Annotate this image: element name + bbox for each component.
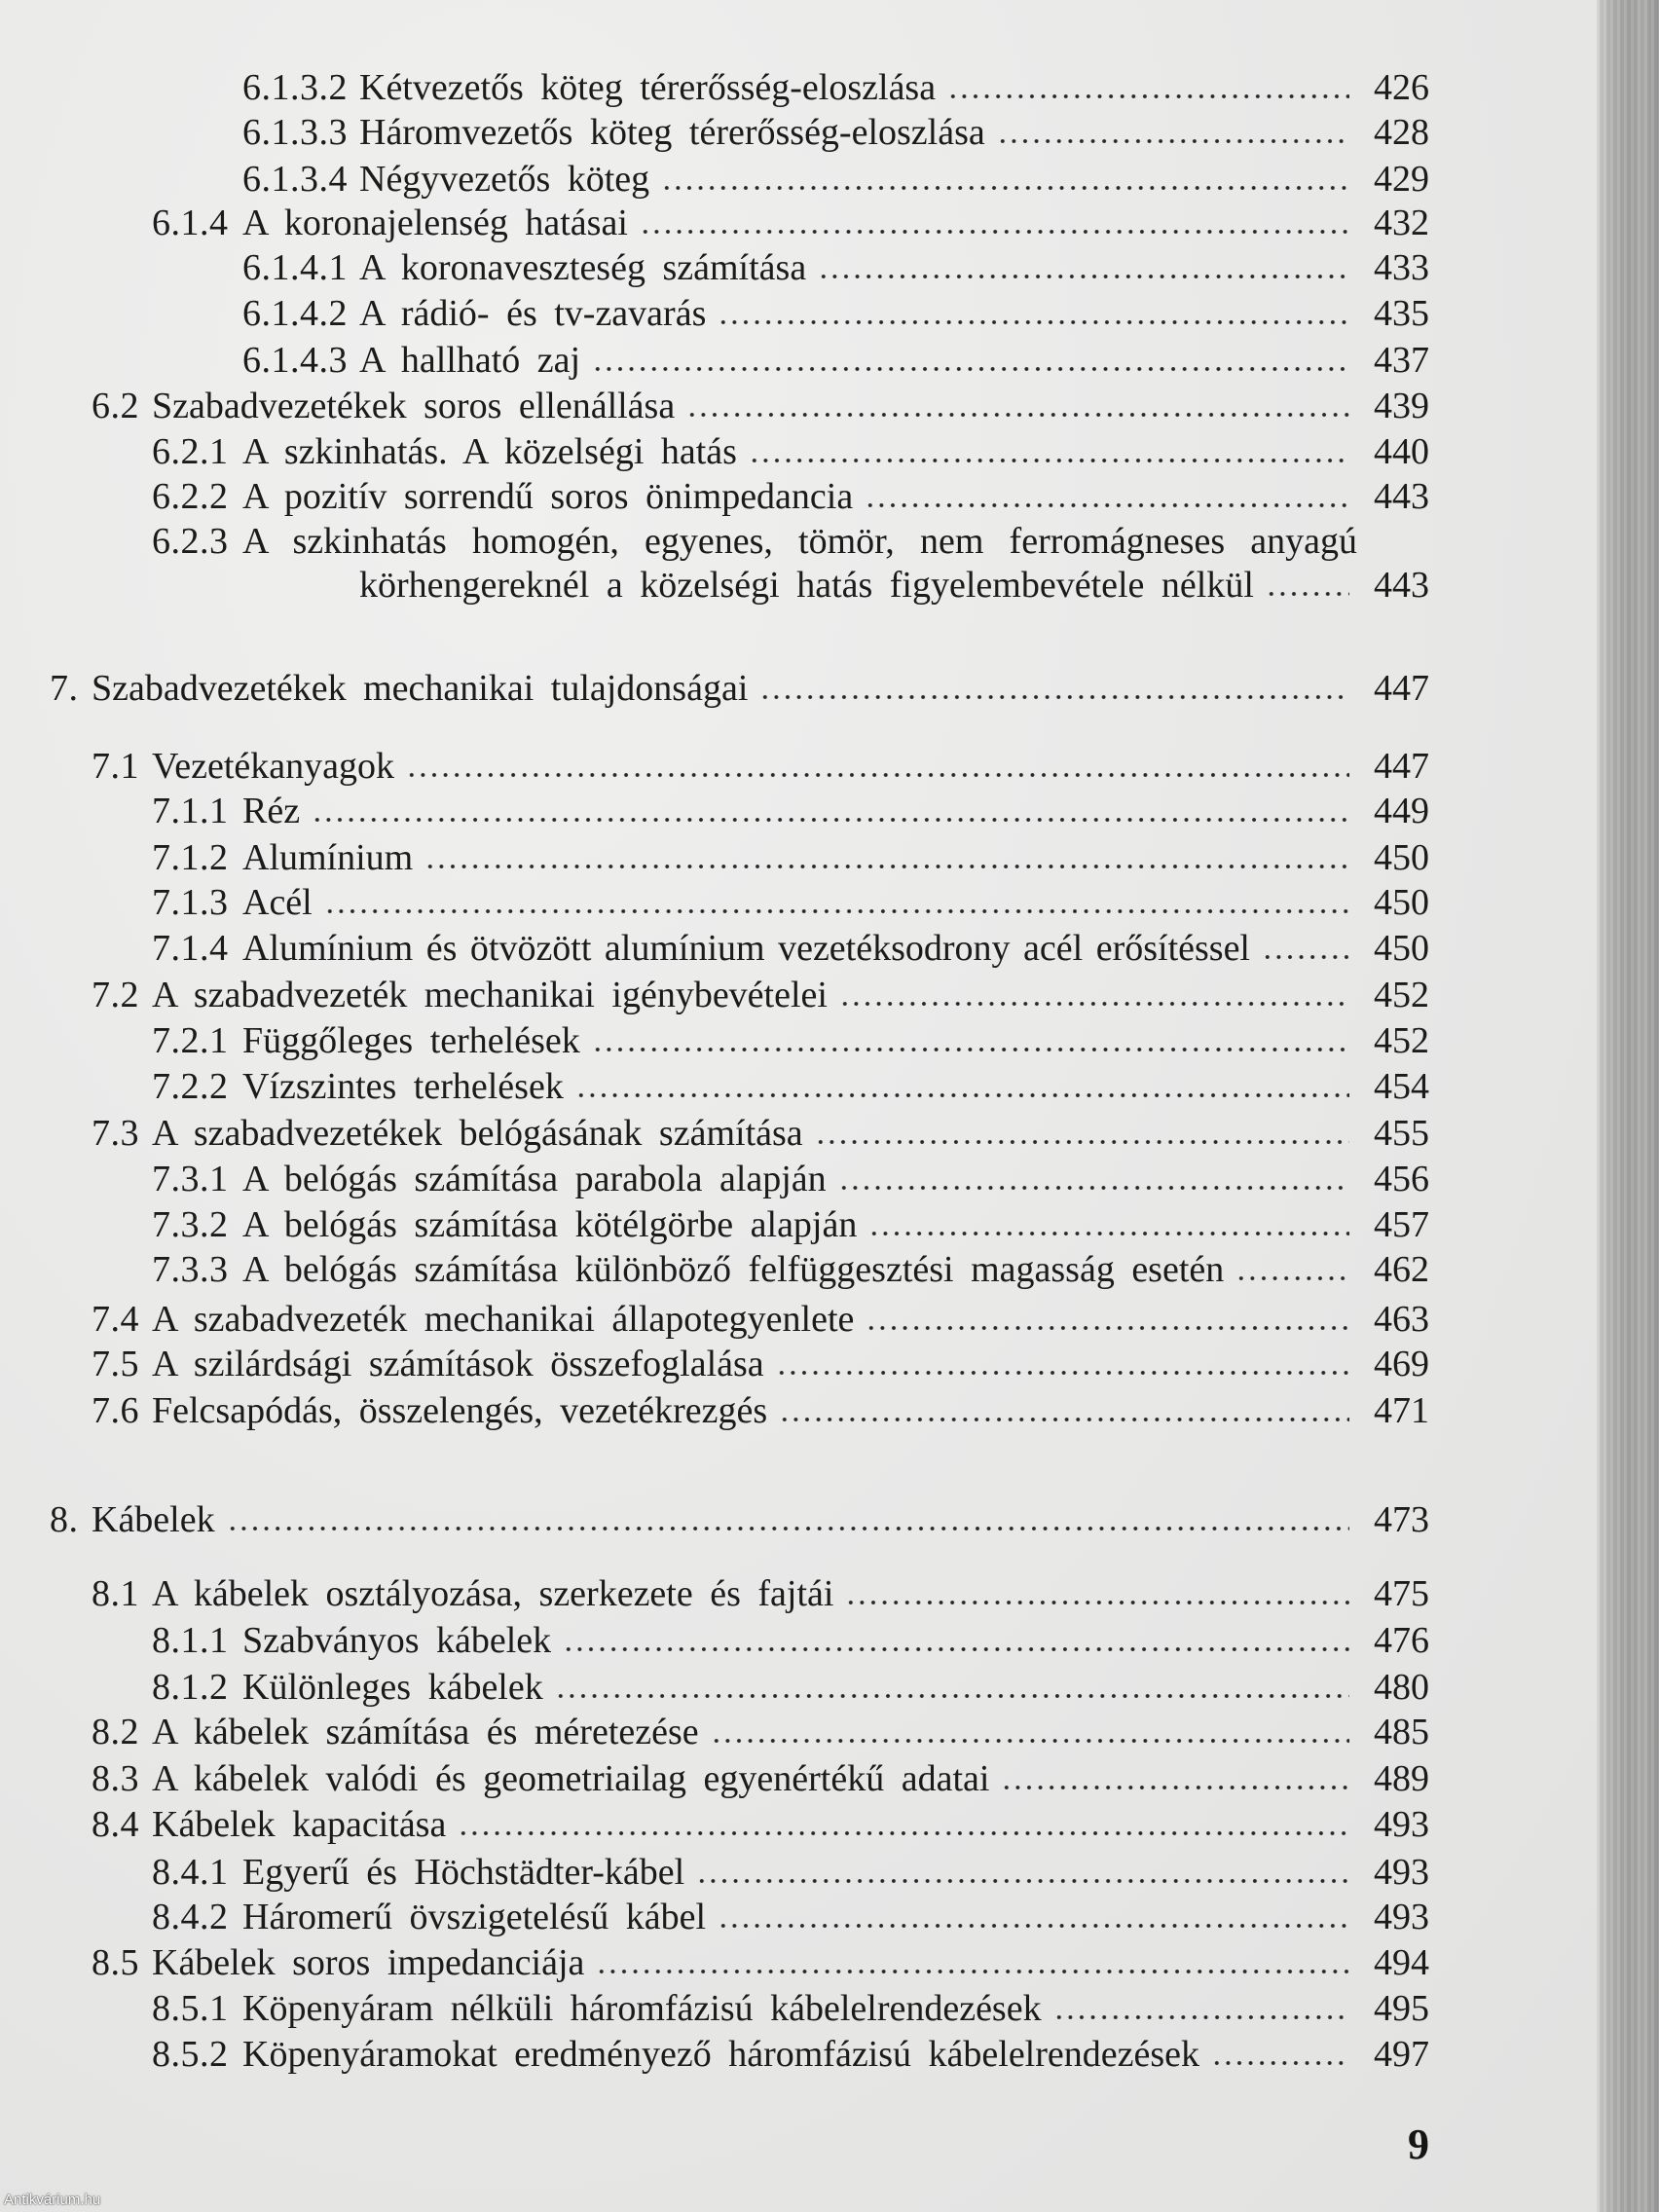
section-title: A belógás számítása különböző felfüggesztési magasság esetén	[242, 1249, 1225, 1290]
toc-entry	[152, 1017, 1429, 1064]
section-number: 7.3.2	[152, 1204, 229, 1245]
section-number: 7.1.2	[152, 837, 229, 878]
toc-entry	[152, 200, 1429, 246]
section-number: 7.2.2	[152, 1066, 229, 1107]
section-title: A belógás számítása kötélgörbe alapján	[242, 1204, 858, 1245]
section-title: A kábelek számítása és méretezése	[152, 1712, 699, 1752]
page-ref: 435	[1374, 293, 1429, 334]
dot-leader	[838, 1156, 1349, 1202]
section-title: Kábelek soros impedanciája	[152, 1942, 585, 1983]
toc-entry	[152, 1985, 1429, 2032]
section-title: Szabványos kábelek	[242, 1620, 552, 1661]
section-number: 6.2.1	[152, 431, 229, 472]
chapter-title: Szabadvezetékek mechanikai tulajdonságai	[92, 668, 749, 709]
page-ref: 450	[1374, 928, 1429, 969]
dot-leader	[424, 834, 1349, 881]
toc-entry	[242, 337, 1429, 384]
section-title: Kétvezetős köteg térerősség-eloszlása	[359, 67, 937, 108]
section-number: 8.1	[92, 1573, 139, 1614]
dot-leader	[759, 665, 1349, 712]
page-ref: 476	[1374, 1620, 1429, 1661]
toc-entry	[152, 1201, 1429, 1248]
section-number: 6.2.2	[152, 476, 229, 517]
toc-entry	[152, 1617, 1429, 1664]
toc-entry	[152, 879, 1429, 926]
page-ref: 473	[1374, 1499, 1429, 1540]
dot-leader	[592, 337, 1349, 384]
page-ref: 493	[1374, 1897, 1429, 1937]
dot-leader	[776, 1341, 1349, 1387]
dot-leader	[997, 109, 1349, 156]
section-title-continuation: körhengereknél a közelségi hatás figyelembevétele nélkül	[359, 565, 1254, 606]
section-title: Köpenyáram nélküli háromfázisú kábelelrendezések	[242, 1988, 1042, 2029]
dot-leader	[749, 428, 1349, 475]
section-title: Alumínium és ötvözött alumínium vezetéksodrony acél erősítéssel	[242, 928, 1250, 969]
page-ref: 494	[1374, 1942, 1429, 1983]
toc-entry	[92, 1296, 1429, 1343]
section-number: 7.1.4	[152, 928, 229, 969]
page-ref: 462	[1374, 1249, 1429, 1290]
toc-entry	[152, 473, 1429, 520]
section-number: 6.1.3.2	[242, 67, 348, 108]
dot-leader	[845, 1570, 1349, 1617]
page-ref: 457	[1374, 1204, 1429, 1245]
toc-entry	[152, 428, 1429, 475]
section-number: 7.3.3	[152, 1249, 229, 1290]
section-title: Vezetékanyagok	[152, 746, 394, 787]
section-title: A koronajelenség hatásai	[242, 203, 628, 243]
dot-leader	[1211, 2031, 1349, 2078]
dot-leader	[718, 290, 1349, 337]
toc-entry	[92, 972, 1429, 1018]
dot-leader	[458, 1801, 1349, 1848]
section-number: 6.1.3.3	[242, 112, 348, 153]
dot-leader	[1262, 925, 1349, 972]
dot-leader	[1001, 1755, 1349, 1802]
page-ref: 463	[1374, 1299, 1429, 1340]
toc-entry	[152, 834, 1429, 881]
toc-entry	[92, 743, 1429, 790]
section-title: A szabadvezeték mechanikai állapotegyenlete	[152, 1299, 855, 1340]
section-title: Négyvezetős köteg	[359, 159, 650, 200]
dot-leader	[227, 1496, 1349, 1543]
dot-leader	[324, 879, 1349, 926]
toc-entry	[92, 1801, 1429, 1848]
section-title: A kábelek valódi és geometriailag egyenértékű adatai	[152, 1758, 990, 1799]
toc-chapter	[50, 1496, 1429, 1543]
page-ref: 452	[1374, 1020, 1429, 1061]
section-number: 8.1.2	[152, 1667, 229, 1708]
page-ref: 493	[1374, 1804, 1429, 1845]
dot-leader	[555, 1664, 1349, 1711]
dot-leader	[779, 1387, 1349, 1434]
toc-entry	[92, 1341, 1429, 1387]
watermark: Antikvárium.hu	[4, 2192, 101, 2208]
page-ref: 449	[1374, 791, 1429, 831]
chapter-number: 7.	[50, 668, 79, 709]
dot-leader	[865, 473, 1349, 520]
toc-entry	[152, 1849, 1429, 1896]
toc-chapter	[50, 665, 1429, 712]
section-title: A belógás számítása parabola alapján	[242, 1159, 827, 1199]
page-ref: 452	[1374, 975, 1429, 1015]
page-ref: 443	[1374, 476, 1429, 517]
page-number: 9	[1408, 2120, 1429, 2168]
section-title: A kábelek osztályozása, szerkezete és fajtái	[152, 1573, 834, 1614]
dot-leader	[839, 972, 1349, 1018]
page-ref: 437	[1374, 340, 1429, 381]
section-number: 8.1.1	[152, 1620, 229, 1661]
section-title: Egyerű és Höchstädter-kábel	[242, 1852, 685, 1893]
toc-entry	[242, 290, 1429, 337]
section-number: 7.3	[92, 1113, 139, 1154]
page-ref: 469	[1374, 1344, 1429, 1384]
section-title: A koronaveszteség számítása	[359, 247, 807, 288]
dot-leader	[406, 743, 1349, 790]
toc-entry	[242, 109, 1429, 156]
page-ref: 450	[1374, 837, 1429, 878]
section-title: Réz	[242, 791, 301, 831]
page-ref: 497	[1374, 2034, 1429, 2075]
page-ref: 475	[1374, 1573, 1429, 1614]
dot-leader	[1053, 1985, 1349, 2032]
toc-entry	[152, 1063, 1429, 1110]
section-number: 7.1.3	[152, 882, 229, 923]
section-number: 7.5	[92, 1344, 139, 1384]
page-ref: 429	[1374, 159, 1429, 200]
toc-entry	[92, 383, 1429, 429]
section-title: Szabadvezetékek soros ellenállása	[152, 386, 676, 426]
dot-leader	[640, 200, 1349, 246]
dot-leader	[661, 156, 1349, 203]
dot-leader	[563, 1617, 1349, 1664]
section-number: 6.1.3.4	[242, 159, 348, 200]
dot-leader	[947, 64, 1349, 111]
toc-entry	[92, 1110, 1429, 1157]
page-ref: 447	[1374, 668, 1429, 709]
section-number: 8.4.2	[152, 1897, 229, 1937]
section-number: 6.2.3	[152, 521, 229, 562]
section-title: A szkinhatás. A közelségi hatás	[242, 431, 737, 472]
dot-leader	[711, 1709, 1349, 1755]
section-title: A szilárdsági számítások összefoglalása	[152, 1344, 764, 1384]
section-title: A pozitív sorrendű soros önimpedancia	[242, 476, 854, 517]
section-title: Felcsapódás, összelengés, vezetékrezgés	[152, 1390, 768, 1431]
page-edge-shadow	[1597, 0, 1659, 2212]
section-title: Függőleges terhelések	[242, 1020, 580, 1061]
dot-leader	[815, 1110, 1349, 1157]
section-title: Háromvezetős köteg térerősség-eloszlása	[359, 112, 985, 153]
page-ref: 485	[1374, 1712, 1429, 1752]
section-number: 6.1.4	[152, 203, 229, 243]
section-title: Acél	[242, 882, 313, 923]
page-ref: 455	[1374, 1113, 1429, 1154]
page-ref: 480	[1374, 1667, 1429, 1708]
toc-entry	[152, 1894, 1429, 1940]
toc-entry	[152, 518, 1357, 565]
section-number: 7.2	[92, 975, 139, 1015]
dot-leader	[696, 1849, 1349, 1896]
page-ref: 471	[1374, 1390, 1429, 1431]
section-number: 6.2	[92, 386, 139, 426]
page-ref: 450	[1374, 882, 1429, 923]
toc-entry	[152, 925, 1429, 972]
dot-leader	[686, 383, 1349, 429]
page-ref: 432	[1374, 203, 1429, 243]
toc-entry	[92, 1755, 1429, 1802]
section-title: Kábelek kapacitása	[152, 1804, 447, 1845]
page-ref: 428	[1374, 112, 1429, 153]
chapter-title: Kábelek	[92, 1499, 215, 1540]
toc-entry	[152, 1246, 1429, 1293]
dot-leader	[1266, 562, 1349, 608]
section-number: 8.3	[92, 1758, 139, 1799]
section-number: 8.5.2	[152, 2034, 229, 2075]
section-number: 7.4	[92, 1299, 139, 1340]
toc-entry	[242, 244, 1429, 291]
page-ref: 456	[1374, 1159, 1429, 1199]
section-number: 8.5	[92, 1942, 139, 1983]
section-title: A szabadvezetékek belógásának számítása	[152, 1113, 803, 1154]
chapter-number: 8.	[50, 1499, 79, 1540]
section-title: Vízszintes terhelések	[242, 1066, 564, 1107]
toc-entry	[152, 788, 1429, 834]
section-number: 8.4	[92, 1804, 139, 1845]
page-ref: 426	[1374, 67, 1429, 108]
toc-entry	[92, 1570, 1429, 1617]
toc-entry	[92, 1709, 1429, 1755]
section-number: 7.1.1	[152, 791, 229, 831]
dot-leader	[868, 1201, 1349, 1248]
section-number: 7.6	[92, 1390, 139, 1431]
page-ref: 495	[1374, 1988, 1429, 2029]
section-number: 8.5.1	[152, 1988, 229, 2029]
section-title: Alumínium	[242, 837, 414, 878]
section-number: 8.2	[92, 1712, 139, 1752]
page-ref: 493	[1374, 1852, 1429, 1893]
section-number: 7.1	[92, 746, 139, 787]
page-ref: 454	[1374, 1066, 1429, 1107]
dot-leader	[866, 1296, 1349, 1343]
dot-leader	[596, 1939, 1349, 1986]
page-ref: 489	[1374, 1758, 1429, 1799]
toc-entry	[152, 1156, 1429, 1202]
page-ref: 443	[1374, 565, 1429, 606]
page-ref: 439	[1374, 386, 1429, 426]
toc-entry	[242, 64, 1429, 111]
section-number: 7.2.1	[152, 1020, 229, 1061]
section-number: 6.1.4.3	[242, 340, 348, 381]
dot-leader	[312, 788, 1349, 834]
section-number: 8.4.1	[152, 1852, 229, 1893]
section-title: Háromerű övszigetelésű kábel	[242, 1897, 707, 1937]
page-ref: 440	[1374, 431, 1429, 472]
toc-entry	[242, 156, 1429, 203]
toc-entry-continuation	[359, 562, 1429, 608]
dot-leader	[1235, 1246, 1349, 1293]
section-title: A szabadvezeték mechanikai igénybevételei	[152, 975, 828, 1015]
toc-entry	[152, 1664, 1429, 1711]
section-title: A rádió- és tv-zavarás	[359, 293, 707, 334]
dot-leader	[575, 1063, 1349, 1110]
section-title: A szkinhatás homogén, egyenes, tömör, nem ferromágneses anyagú	[242, 521, 1357, 562]
section-number: 6.1.4.1	[242, 247, 348, 288]
section-title: A hallható zaj	[359, 340, 581, 381]
toc-entry	[92, 1387, 1429, 1434]
section-number: 7.3.1	[152, 1159, 229, 1199]
dot-leader	[718, 1894, 1349, 1940]
section-title: Különleges kábelek	[242, 1667, 543, 1708]
dot-leader	[818, 244, 1349, 291]
dot-leader	[592, 1017, 1349, 1064]
toc-entry	[152, 2031, 1429, 2078]
section-number: 6.1.4.2	[242, 293, 348, 334]
toc-entry	[92, 1939, 1429, 1986]
page-ref: 447	[1374, 746, 1429, 787]
section-title: Köpenyáramokat eredményező háromfázisú kábelelrendezések	[242, 2034, 1200, 2075]
page-ref: 433	[1374, 247, 1429, 288]
